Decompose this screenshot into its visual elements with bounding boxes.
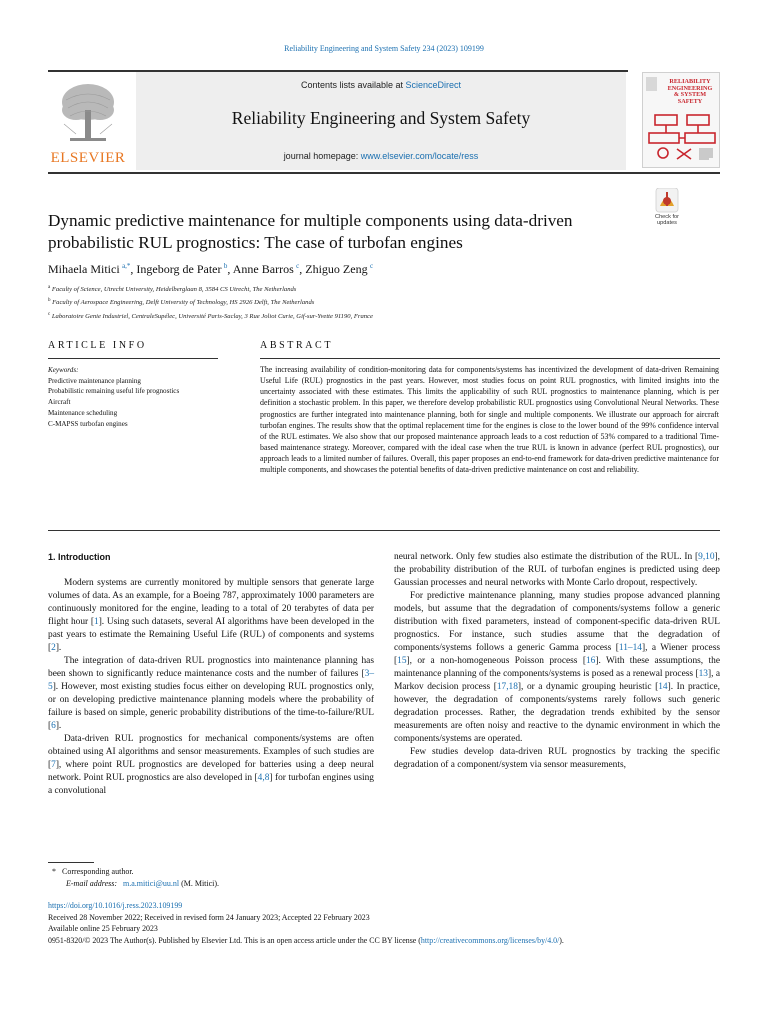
- paragraph-text: ], the probability distribution of the RUL of turbofan engines is predicted using deep Gaussian processes and neural networks with Monte Carlo dropout, respectively.: [394, 552, 720, 588]
- corresponding-author-footnote: [48, 866, 448, 890]
- paragraph-text: Few studies develop data-driven RUL prognostics by tracking the specific degradation of a component/system via sensor measurements,: [394, 747, 720, 770]
- section-heading-introduction: 1. Introduction: [48, 552, 111, 562]
- paragraph-text: ]. However, most existing studies focus either on developing RUL prognostics only, or on developing predictive maintenance planning models where the probability of failure is based on simple, generic probability distributions of the time-to-failure/RUL [: [48, 682, 374, 731]
- check-for-updates-label: [650, 214, 684, 226]
- contents-line: [136, 80, 626, 90]
- check-for-updates-badge[interactable]: [650, 188, 684, 230]
- body-column-left: [48, 551, 374, 798]
- sciencedirect-link[interactable]: ScienceDirect: [405, 80, 462, 90]
- citation-link[interactable]: 9,10: [698, 552, 715, 562]
- affiliation: [48, 282, 720, 295]
- affiliation: [48, 295, 720, 308]
- citation-link[interactable]: 15: [397, 656, 407, 666]
- left-paragraphs: [48, 577, 374, 798]
- corresponding-label: Corresponding author.: [62, 867, 134, 876]
- body-paragraph: [394, 551, 720, 590]
- citation-link[interactable]: 16: [585, 656, 596, 666]
- right-paragraphs: [394, 551, 720, 772]
- paragraph-text: Modern systems are currently monitored by multiple sensors that generate large volumes of data. As an example, for a Boeing 787, approximately 1000 parameters are continuously monitored for the engine, leading to a total of 20 terabytes of data per flight hour [: [48, 578, 374, 627]
- article-title-line: probabilistic RUL prognostics: The case of turbofan engines: [48, 233, 463, 252]
- paragraph-text: ], a Wiener process [: [394, 643, 720, 666]
- citation-link[interactable]: 1: [94, 617, 99, 627]
- author-name[interactable]: Anne Barros: [232, 262, 294, 276]
- cover-artwork-icon: [647, 111, 717, 163]
- contents-prefix: Contents lists available at: [300, 80, 406, 90]
- article-title: [48, 210, 638, 254]
- affiliation-mark: c: [48, 311, 51, 317]
- article-title-line: Dynamic predictive maintenance for multiple components using data-driven: [48, 211, 573, 230]
- paragraph-text: The integration of data-driven RUL prognostics into maintenance planning has been shown to significantly reduce maintenance costs and the number of failures [: [48, 656, 374, 679]
- journal-title: Reliability Engineering and System Safety: [231, 108, 531, 128]
- citation-link[interactable]: 4,8: [257, 773, 270, 783]
- masthead-banner: [136, 72, 626, 170]
- article-info-rule: [48, 358, 218, 359]
- cover-badge: [646, 77, 657, 91]
- check-for-updates-icon: [650, 188, 684, 214]
- cover-title-line: RELIABILITY: [669, 78, 711, 85]
- license-prefix: 0951-8320/© 2023 The Author(s). Published by Elsevier Ltd. This is an open access article under the CC BY license (: [48, 936, 421, 946]
- footnote-star: *: [52, 867, 56, 876]
- cover-title-line: & SYSTEM: [673, 91, 707, 99]
- license-suffix: ).: [559, 936, 564, 946]
- homepage-prefix: journal homepage:: [283, 151, 361, 161]
- elsevier-tree-icon: [56, 80, 120, 148]
- footnote-email-line: [48, 878, 448, 890]
- author-name[interactable]: Ingeborg de Pater: [136, 262, 222, 276]
- doi-link[interactable]: https://doi.org/10.1016/j.ress.2023.109199: [48, 901, 183, 910]
- author-affiliation-mark[interactable]: a,*: [122, 262, 131, 270]
- body-paragraph: [48, 733, 374, 798]
- author-email-link[interactable]: m.a.mitici@uu.nl: [123, 879, 180, 888]
- body-paragraph: [394, 746, 720, 772]
- keywords-block: [48, 365, 228, 429]
- keyword-item: C-MAPSS turbofan engines: [48, 419, 128, 428]
- keywords-label: Keywords:: [48, 366, 79, 374]
- paragraph-text: ]. With these assumptions, the maintenance planning of the components/systems is posed as a renewal process [: [394, 656, 720, 679]
- body-paragraph: [48, 655, 374, 733]
- affiliation-list: [48, 282, 720, 322]
- abstract-heading: ABSTRACT: [260, 340, 334, 351]
- keyword-item: Maintenance scheduling: [48, 408, 118, 417]
- paragraph-text: ], or a dynamic grouping heuristic [: [517, 682, 659, 692]
- masthead-bottom-rule: [48, 172, 720, 174]
- footnote-rule: [48, 862, 94, 863]
- citation-link[interactable]: 7: [51, 760, 56, 770]
- paragraph-text: ] for turbofan engines using a convolutional: [48, 773, 374, 796]
- affiliation-text: Faculty of Aerospace Engineering, Delft University of Technology, HS 2926 Delft, The Netherlands: [52, 299, 315, 307]
- keyword-item: Aircraft: [48, 398, 71, 407]
- elsevier-wordmark: ELSEVIER: [50, 150, 126, 166]
- citation-link[interactable]: 3–5: [48, 669, 374, 692]
- keyword-item: Probabilistic remaining useful life prognostics: [48, 387, 180, 396]
- body-paragraph: [48, 577, 374, 655]
- license-line: [48, 935, 728, 947]
- received-dates: Received 28 November 2022; Received in revised form 24 January 2023; Accepted 22 February 2023: [48, 912, 370, 922]
- footnote-corresponding: [48, 866, 448, 878]
- citation-link[interactable]: 13: [698, 669, 708, 679]
- author-affiliation-mark[interactable]: c: [296, 262, 300, 270]
- paragraph-text: ], where point RUL prognostics are developed for batteries using a deep neural network. Point RUL prognostics are also developed in [: [48, 760, 374, 783]
- citation-link[interactable]: 11–14: [618, 643, 642, 653]
- author-list: Mihaela Mitici $^{a,*}$, Ingeborg de Pater $^b$, Anne Barros $^c$, Zhiguo Zeng $^c$: [48, 262, 374, 276]
- affiliation-mark: a: [48, 285, 51, 290]
- affiliation-mark: b: [48, 298, 51, 304]
- cover-title-line: SAFETY: [677, 97, 703, 105]
- keyword-item: Predictive maintenance planning: [48, 376, 141, 385]
- article-info-heading: ARTICLE INFO: [48, 340, 147, 351]
- author-name[interactable]: Zhiguo Zeng: [305, 262, 368, 276]
- cfu-line: updates: [657, 220, 677, 226]
- affiliation: [48, 309, 720, 322]
- available-online: Available online 25 February 2023: [48, 924, 158, 934]
- paragraph-text: ]. In practice, however, the degradation of components/systems rarely follows such generic degradation processes. Rather, the degradation trends exhibited by the sensor measurements are often noisy and reactive to the dynamic environment in which the components/systems are operated.: [394, 682, 720, 744]
- paragraph-text: ].: [55, 643, 62, 653]
- elsevier-logo[interactable]: [48, 80, 128, 166]
- citation-link[interactable]: 6: [51, 721, 56, 731]
- citation-link[interactable]: 14: [658, 682, 668, 692]
- citation-link[interactable]: 17,18: [496, 682, 518, 692]
- cfu-line: Check for: [655, 214, 679, 220]
- license-link[interactable]: http://creativecommons.org/licenses/by/4.0/: [420, 936, 560, 946]
- paragraph-text: Data-driven RUL prognostics for mechanical components/systems are often obtained using AI algorithms and sensor measurements. Examples of such studies are [: [48, 734, 374, 770]
- affiliation-text: Laboratoire Genie Industriel, CentraleSupélec, Université Paris-Saclay, 3 Rue Joliot Curie, Gif-sur-Yvette 91190, France: [51, 312, 373, 320]
- homepage-line: [136, 151, 626, 161]
- cover-title: [661, 79, 719, 105]
- cover-title-line: ENGINEERING: [667, 84, 713, 92]
- author-affiliation-mark[interactable]: c: [370, 262, 374, 270]
- paragraph-text: ]. Using such datasets, several AI algorithms have been developed in the past years to estimate the Remaining Useful Life (RUL) of components and systems [: [48, 617, 374, 653]
- journal-homepage-link[interactable]: www.elsevier.com/locate/ress: [360, 151, 479, 161]
- affiliation-text: Faculty of Science, Utrecht University, Heidelberglaan 8, 3584 CS Utrecht, The Netherlands: [51, 286, 297, 294]
- paragraph-text: For predictive maintenance planning, many studies propose advanced planning models, but assume that the degradation of components/systems follow a generic distribution with fixed parameters, instead of component-specific data-driven RUL prognostics. For instance, such studies assume that the degradation of components/systems follows a generic Gamma process [: [394, 591, 720, 653]
- journal-cover-thumbnail[interactable]: [642, 72, 720, 168]
- email-owner: (M. Mitici).: [181, 879, 220, 888]
- paragraph-text: ], or a non-homogeneous Poisson process [: [406, 656, 586, 666]
- paragraph-text: neural network. Only few studies also estimate the distribution of the RUL. In [: [394, 552, 699, 562]
- abstract-bottom-rule: [48, 530, 720, 531]
- email-label: E-mail address:: [66, 879, 118, 888]
- abstract-text: The increasing availability of condition-monitoring data for components/systems has incentivized the development of data-driven Remaining Useful Life (RUL) prognostics in the past years. However, most studies focus on point RUL prognostics, with limited insights into the uncertainty associated with these estimates. This limits the applicability of such RUL prognostics to maintenance planning, which is per definition a stochastic problem. In this paper, we therefore develop probabilistic RUL prognostics using Convolutional Neural Networks. These prognostics are further integrated into maintenance planning, both for single and multiple components. We illustrate our approach for aircraft turbofan engines. The results show that the optimal replacement time for the engines is close to the lower bound of the 99% confidence interval of the RUL estimates. We also show that our proposed maintenance approach leads to a cost reduction of 53% compared to a traditional Time-based maintenance strategy. Moreover, compared with the ideal case when the true RUL is known in advance (perfect RUL prognostics), our approach leads to a limited number of failures. Overall, this paper proposes an end-to-end framework for data-driven predictive maintenance for multiple components, and showcases the potential benefits of data-driven predictive maintenance on cost and reliability.: [260, 365, 719, 475]
- author-affiliation-mark[interactable]: b: [223, 262, 228, 270]
- body-paragraph: [394, 590, 720, 746]
- paragraph-text: ].: [55, 721, 62, 731]
- author-name[interactable]: Mihaela Mitici: [48, 262, 120, 276]
- journal-reference[interactable]: Reliability Engineering and System Safety 234 (2023) 109199: [284, 44, 484, 53]
- body-column-right: [394, 551, 720, 772]
- publication-info: [48, 900, 728, 947]
- paragraph-text: ], a Markov decision process [: [394, 669, 720, 692]
- citation-link[interactable]: 2: [51, 643, 56, 653]
- abstract-rule: [260, 358, 720, 359]
